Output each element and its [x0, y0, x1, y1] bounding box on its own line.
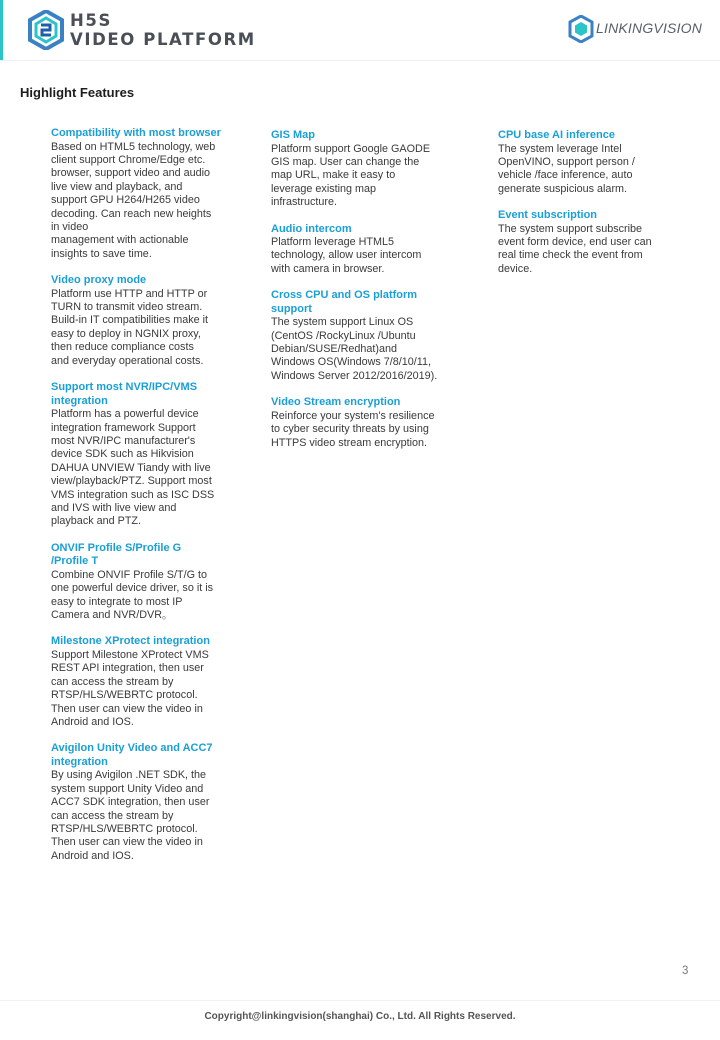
feature-description: Based on HTML5 technology, web client support Chrome/Edge etc. browser, support video and audio live view and playback, and support GPU H264/H265 video decoding. Can reach new heights in video management with actionable insights to save time.: [51, 140, 216, 260]
feature-title: Audio intercom: [271, 222, 352, 235]
feature-item: [51, 274, 241, 368]
feature-item: [51, 127, 241, 261]
feature-item: [51, 742, 241, 863]
feature-title: Video proxy mode: [51, 274, 147, 287]
feature-item: [51, 635, 241, 729]
footer-divider: [0, 1000, 720, 1001]
feature-description: The system support Linux OS (CentOS /RockyLinux /Ubuntu Debian/SUSE/Redhat)and Windows OS(Windows 7/8/10/11, Windows Server 2012/2016/2019).: [271, 316, 438, 382]
feature-item: [498, 209, 688, 276]
feature-title: Compatibility with most browser: [51, 127, 221, 139]
brand-line-2: VIDEO PLATFORM: [70, 30, 256, 49]
feature-item: [271, 289, 461, 383]
features-column-3: [498, 129, 688, 289]
feature-item: [51, 381, 241, 529]
company-name: LINKINGVISION: [596, 20, 703, 36]
feature-item: [498, 129, 688, 196]
feature-title: Avigilon Unity Video and ACC7 integration: [51, 742, 213, 768]
section-title: Highlight Features: [20, 85, 135, 100]
page-number: 3: [682, 965, 689, 977]
brand-title: [70, 11, 256, 49]
feature-title: Milestone XProtect integration: [51, 635, 210, 648]
feature-item: [271, 129, 461, 210]
feature-description: Platform leverage HTML5 technology, allow user intercom with camera in browser.: [271, 236, 422, 275]
feature-title: ONVIF Profile S/Profile G /Profile T: [51, 541, 182, 568]
page-header: [0, 0, 720, 61]
brand-line-1: H5S: [70, 11, 112, 30]
feature-description: Reinforce your system's resilience to cyber security threats by using HTTPS video stream encryption.: [271, 409, 435, 449]
feature-description: By using Avigilon .NET SDK, the system support Unity Video and ACC7 SDK integration, then user can access the stream by RTSP/HLS/WEBRTC protocol. Then user can view the video in Android and IOS.: [51, 769, 210, 862]
feature-title: Event subscription: [498, 209, 598, 222]
feature-item: [51, 542, 241, 623]
feature-description: Support Milestone XProtect VMS REST API integration, then user can access the stream by RTSP/HLS/WEBRTC protocol. Then user can view the video in Android and IOS.: [51, 648, 209, 728]
feature-title: Cross CPU and OS platform support: [271, 289, 418, 315]
linkingvision-logo-icon: [568, 15, 594, 43]
copyright-footer: Copyright@linkingvision(shanghai) Co., Ltd. All Rights Reserved.: [204, 1011, 516, 1022]
feature-title: Video Stream encryption: [271, 396, 401, 409]
feature-title: CPU base AI inference: [498, 129, 615, 141]
h5s-hexagon-logo-icon: [28, 10, 64, 50]
feature-description: Platform has a powerful device integration framework Support most NVR/IPC manufacturer's device SDK such as Hikvision DAHUA UNVIEW Tiandy with live view/playback/PTZ. Support most VMS integration such as ISC DSS and IVS with live view and playback and PTZ.: [51, 408, 215, 528]
feature-description: The system support subscribe event form device, end user can real time check the event from device.: [498, 222, 652, 275]
feature-item: [271, 223, 461, 277]
feature-item: [271, 396, 461, 450]
feature-description: The system leverage Intel OpenVINO, support person / vehicle /face inference, auto generate suspicious alarm.: [498, 142, 635, 195]
features-column-1: [51, 127, 241, 876]
feature-title: Support most NVR/IPC/VMS integration: [51, 381, 198, 407]
feature-description: Platform support Google GAODE GIS map. User can change the map URL, make it easy to leverage existing map infrastructure.: [271, 142, 431, 209]
features-column-2: [271, 129, 461, 463]
feature-description: Platform use HTTP and HTTP or TURN to transmit video stream. Build-in IT compatibilities make it easy to deploy in NGNIX proxy, then reduce compliance costs and everyday operational costs.: [51, 287, 209, 367]
feature-title: GIS Map: [271, 129, 316, 141]
feature-description: Combine ONVIF Profile S/T/G to one powerful device driver, so it is easy to integrate to most IP Camera and NVR/DVR。: [51, 568, 214, 621]
